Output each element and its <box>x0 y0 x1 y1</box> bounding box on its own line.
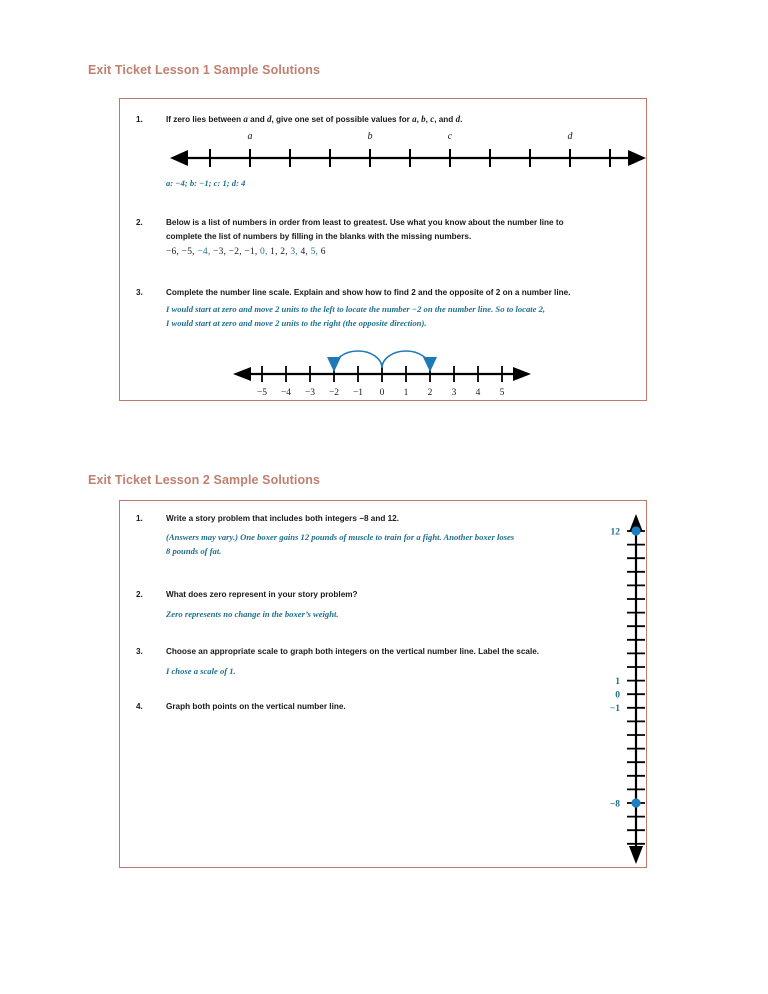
tick-label: −1 <box>352 388 364 398</box>
tick-label: 1 <box>403 388 409 398</box>
question-prompt <box>166 216 564 243</box>
vertical-tick-label-neg8: −8 <box>609 799 620 810</box>
question-number: 3. <box>136 647 143 656</box>
number-list-item: −1, <box>244 247 261 257</box>
number-list-filled: 0, <box>260 247 271 257</box>
question-number: 2. <box>136 218 143 227</box>
answer-line-1: I would start at zero and move 2 units to the left to locate the number −2 on the number line. So to locate 2, <box>166 304 546 314</box>
lesson2-question-4 <box>136 700 586 714</box>
question-prompt: What does zero represent in your story problem? <box>166 590 358 599</box>
numberline-label-c: c <box>447 131 453 142</box>
lesson1-answer-1: a: −4; b: −1; c: 1; d: 4 <box>166 178 246 188</box>
lesson2-question-1 <box>136 512 586 526</box>
numberline-label-d: d <box>567 131 573 142</box>
question-prompt: Write a story problem that includes both integers −8 and 12. <box>166 514 400 523</box>
number-list-item: −2, <box>228 247 245 257</box>
lesson1-number-list <box>166 247 326 257</box>
tick-label: −4 <box>280 388 292 398</box>
question-number: 4. <box>136 702 143 711</box>
prompt-line-1: Below is a list of numbers in order from least to greatest. Use what you know about the number line to <box>166 218 564 227</box>
plotted-point-neg8 <box>631 798 640 807</box>
plotted-point-12 <box>631 526 640 535</box>
vertical-tick-label-0: 0 <box>615 690 620 701</box>
question-prompt: Choose an appropriate scale to graph both integers on the vertical number line. Label the scale. <box>166 647 540 656</box>
number-list-item: −5, <box>181 247 198 257</box>
arc-arrowhead-right-icon <box>423 357 437 372</box>
question-number: 1. <box>136 115 143 124</box>
lesson2-answer-1 <box>166 531 586 558</box>
numberline-unlabeled <box>168 126 648 174</box>
vertical-tick-label-12: 12 <box>610 527 620 538</box>
number-list-filled: −4, <box>197 247 214 257</box>
arc-arrowhead-left-icon <box>327 357 341 372</box>
prompt-line-2: complete the list of numbers by filling in the blanks with the missing numbers. <box>166 231 472 241</box>
arrow-left-icon <box>233 367 251 381</box>
lesson2-heading: Exit Ticket Lesson 2 Sample Solutions <box>88 473 321 487</box>
question-prompt: If zero lies between a and d, give one set of possible values for a, b, c, and d. <box>166 114 463 124</box>
tick-label: 4 <box>475 388 481 398</box>
question-number: 1. <box>136 514 143 523</box>
lesson2-question-2 <box>136 588 586 602</box>
answer-line-2: I would start at zero and move 2 units to the right (the opposite direction). <box>166 317 427 328</box>
number-list-item: −3, <box>213 247 229 257</box>
vertical-tick-label-1: 1 <box>615 677 620 687</box>
question-prompt: Complete the number line scale. Explain and show how to find 2 and the opposite of 2 on a number line. <box>166 288 571 297</box>
tick-label: 2 <box>427 388 433 398</box>
tick-label: 3 <box>451 388 457 398</box>
lesson1-heading: Exit Ticket Lesson 1 Sample Solutions <box>88 63 321 77</box>
arrow-left-icon <box>170 150 188 166</box>
arrow-right-icon <box>513 367 531 381</box>
tick-label: −5 <box>256 388 268 398</box>
answer-line-2: 8 pounds of fat. <box>166 545 222 556</box>
numberline-label-a: a <box>247 131 253 142</box>
tick-label: 5 <box>499 388 505 398</box>
question-number: 2. <box>136 590 143 599</box>
number-list-item: 2, <box>280 247 291 257</box>
arc-zero-to-negative-two <box>334 351 382 368</box>
number-list-item: 4, <box>300 247 311 257</box>
vertical-tick-label-neg1: −1 <box>609 704 620 715</box>
arrow-right-icon <box>628 150 646 166</box>
lesson1-answer-3 <box>166 303 636 330</box>
tick-label: 0 <box>379 388 385 398</box>
arc-zero-to-positive-two <box>382 351 430 368</box>
number-list-item: 6 <box>320 247 326 257</box>
lesson1-question-2 <box>136 216 626 243</box>
lesson1-question-3 <box>136 286 636 300</box>
lesson2-question-3 <box>136 645 596 659</box>
vertical-numberline <box>596 508 648 866</box>
numberline-tick-labels <box>257 388 505 398</box>
number-list-filled: 3, <box>290 247 301 257</box>
lesson2-answer-2: Zero represents no change in the boxer’s weight. <box>166 609 339 619</box>
lesson1-question-1 <box>136 113 636 127</box>
number-list-filled: 5, <box>310 247 321 257</box>
number-list-item: 1, <box>270 247 281 257</box>
number-list-item: −6, <box>166 247 182 257</box>
tick-label: −3 <box>304 388 316 398</box>
numberline-label-b: b <box>367 131 373 142</box>
numberline-labeled <box>231 340 533 398</box>
arrow-down-icon <box>629 846 643 864</box>
lesson2-answer-3: I chose a scale of 1. <box>166 666 236 676</box>
answer-line-1: (Answers may vary.) One boxer gains 12 pounds of muscle to train for a fight. Another boxer loses <box>166 532 515 542</box>
question-prompt: Graph both points on the vertical number line. <box>166 702 346 711</box>
tick-label: −2 <box>328 388 340 398</box>
question-number: 3. <box>136 288 143 297</box>
